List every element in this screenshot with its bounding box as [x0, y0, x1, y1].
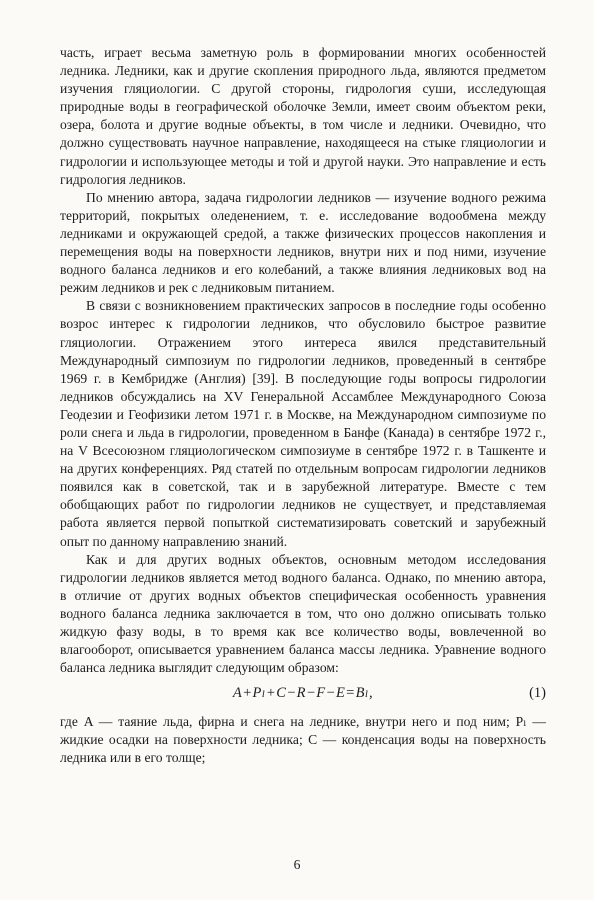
- paragraph-task: По мнению автора, задача гидрологии ледников — изучение водного режима территорий, покрытых оледенением, т. е. исследование водообмена между ледниками и окружающей средой, а также физических процессов накопления и перемещения воды на поверхности ледников, внутри них и под ними, изучение водного баланса ледников и его колебаний, а также влияния ледниковых вод на режим ледников и рек с ледниковым питанием.: [60, 189, 546, 296]
- paragraph-method: Как и для других водных объектов, основным методом исследования гидрологии ледников является метод водного баланса. Однако, по мнению автора, в отличие от других водных объектов специфическая особенность уравнения водного баланса ледника заключается в том, что оно должно описывать только жидкую фазу воды, в то время как все количество воды, вовлеченной во влагооборот, описывается уравнением баланса массы ледника. Уравнение водного баланса ледника выглядит следующим образом:: [60, 551, 546, 676]
- equation-number: (1): [529, 685, 546, 702]
- paragraph-interest: В связи с возникновением практических запросов в последние годы особенно возрос интерес к гидрологии ледников, что обусловило быстрое развитие гляциологии. Отражением этого интереса явился представительный Международный симпозиум по гидрологии ледников, проведенный в сентябре 1969 г. в Кембридже (Англия) [39]. В последующие годы вопросы гидрологии ледников обсуждались на XV Генеральной Ассамблее Международного Союза Геодезии и Геофизики летом 1971 г. в Москве, на Международном симпозиуме по роли снега и льда в гидрологии, проведенном в Банфе (Канада) в сентябре 1972 г., на V Всесоюзном гляциологическом симпозиуме в сентябре 1972 г. в Ташкенте и на других конференциях. Ряд статей по отдельным вопросам гидрологии ледников появился как в советской, так и в зарубежной литературе. Вместе с тем обобщающих работ по гидрологии ледников не существует, и представляемая работа является первой попыткой систематизировать советский и зарубежный опыт по данному направлению знаний.: [60, 298, 546, 549]
- equation-block: [60, 679, 546, 709]
- page-number: 6: [293, 857, 301, 872]
- paragraph-intro: часть, играет весьма заметную роль в формировании многих особенностей ледника. Ледники, как и другие скопления природного льда, являются предметом изучения гляциологии. С другой стороны, гидрология суши, исследующая природные воды в географической оболочке Земли, имеет своим объектом реки, озера, болота и другие водные объекты, в том числе и ледники. Очевидно, что должно существовать научное направление, находящееся на стыке гляциологии и гидрологии и использующее методы и той и другой науки. Это направление и есть гидрология ледников.: [60, 45, 546, 187]
- page-body: [60, 44, 546, 768]
- water-balance-equation: A+Pₗ+C−R−F−E=Bₗ,: [232, 685, 374, 702]
- paragraph-definitions: где A — таяние льда, фирна и снега на леднике, внутри него и под ним; Pₗ — жидкие осадки на поверхности ледника; C — конденсация воды на поверхность ледника или в его толще;: [60, 714, 546, 766]
